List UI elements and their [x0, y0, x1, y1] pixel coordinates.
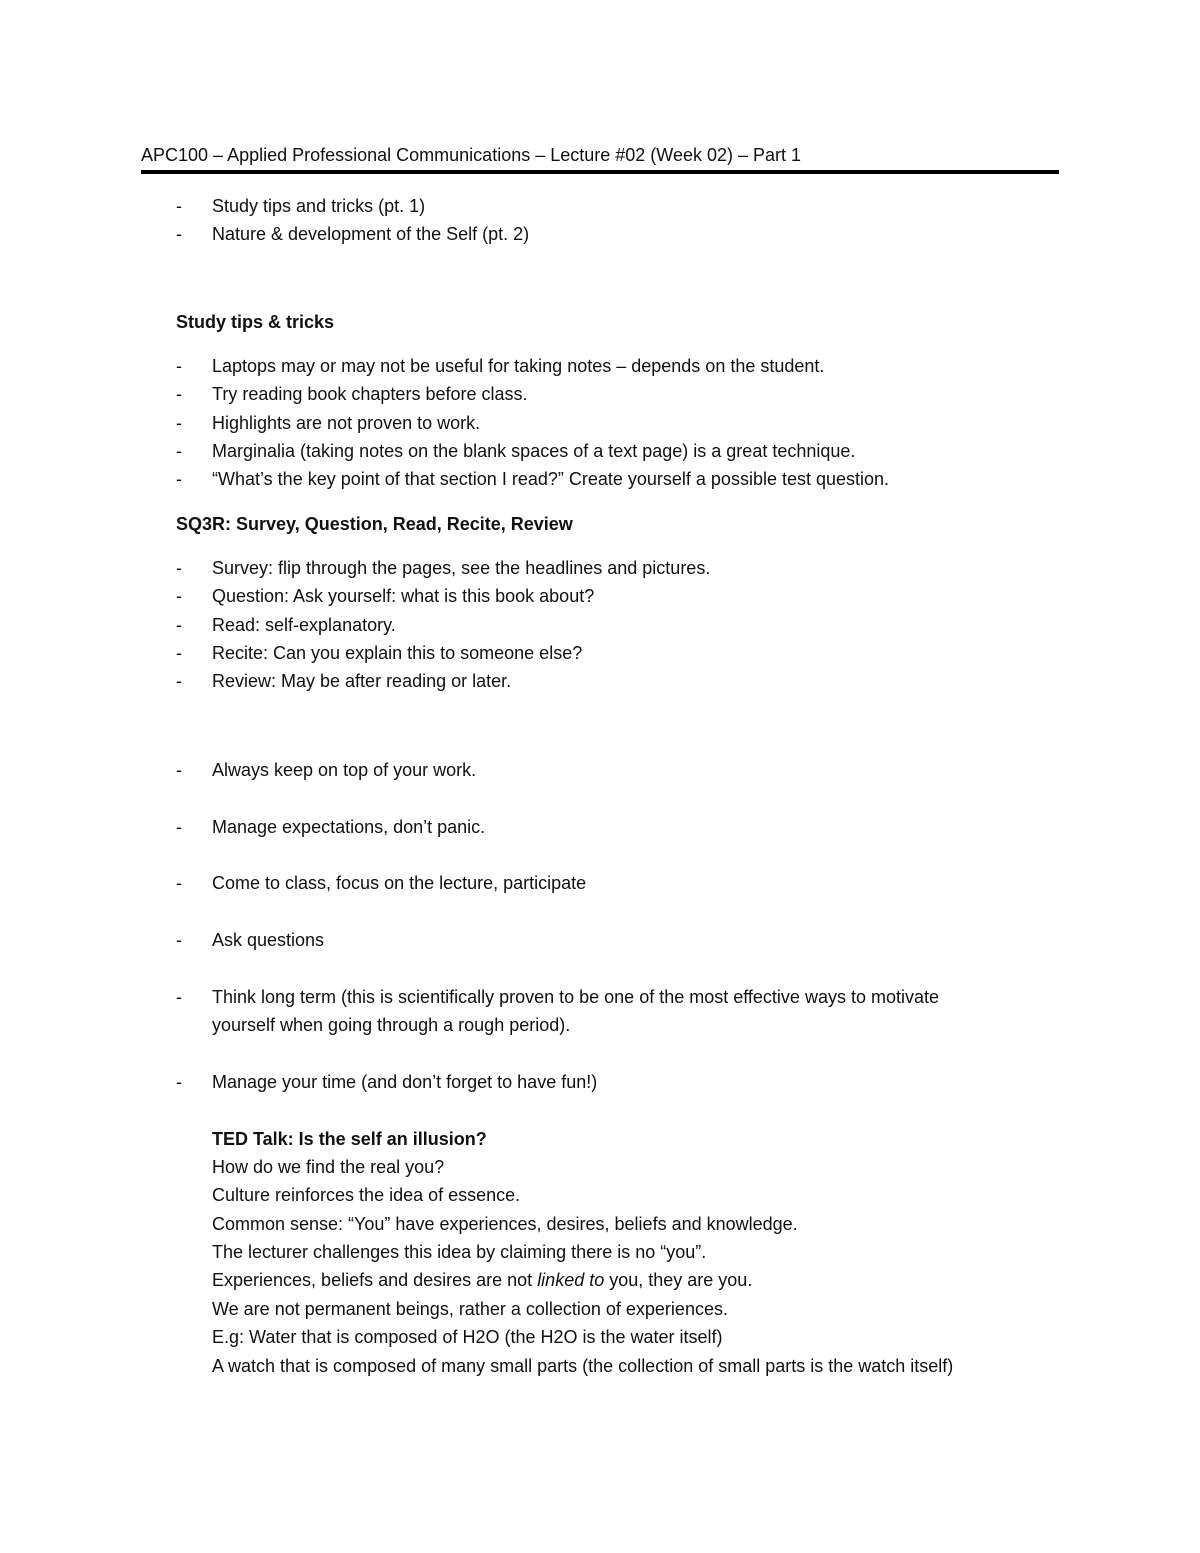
bullet-dash: -	[176, 930, 182, 950]
bullet-dash: -	[176, 1072, 182, 1092]
bullet-dash: -	[176, 615, 182, 635]
sq3r-item: Survey: flip through the pages, see the headlines and pictures.	[212, 558, 711, 578]
bullet-dash: -	[176, 671, 182, 691]
sq3r-item: Read: self-explanatory.	[212, 615, 396, 635]
study-tip-item: “What’s the key point of that section I read?” Create yourself a possible test question.	[212, 469, 890, 489]
advice-item: Manage expectations, don’t panic.	[212, 817, 486, 837]
ted-line: Common sense: “You” have experiences, desires, beliefs and knowledge.	[212, 1214, 798, 1234]
ted-line: We are not permanent beings, rather a collection of experiences.	[212, 1299, 728, 1319]
bullet-dash: -	[176, 987, 182, 1007]
ted-line	[212, 1268, 752, 1292]
advice-item: Think long term (this is scientifically proven to be one of the most effective ways to motivate	[212, 987, 939, 1007]
advice-item: Always keep on top of your work.	[212, 760, 477, 780]
bullet-dash: -	[176, 413, 182, 433]
study-tip-item: Highlights are not proven to work.	[212, 413, 481, 433]
bullet-dash: -	[176, 384, 182, 404]
ted-line: A watch that is composed of many small parts (the collection of small parts is the watch itself)	[212, 1356, 954, 1376]
sq3r-item: Recite: Can you explain this to someone else?	[212, 643, 583, 663]
header-divider	[141, 170, 1059, 174]
bullet-dash: -	[176, 469, 182, 489]
study-tip-item: Marginalia (taking notes on the blank spaces of a text page) is a great technique.	[212, 441, 856, 461]
advice-item-continuation: yourself when going through a rough period).	[212, 1015, 571, 1035]
ted-line: How do we find the real you?	[212, 1157, 445, 1177]
bullet-dash: -	[176, 760, 182, 780]
bullet-dash: -	[176, 817, 182, 837]
ted-line: The lecturer challenges this idea by claiming there is no “you”.	[212, 1242, 707, 1262]
study-tips-heading: Study tips & tricks	[176, 312, 335, 332]
ted-heading: TED Talk: Is the self an illusion?	[212, 1129, 487, 1149]
bullet-dash: -	[176, 441, 182, 461]
bullet-dash: -	[176, 586, 182, 606]
sq3r-heading: SQ3R: Survey, Question, Read, Recite, Review	[176, 514, 573, 534]
bullet-dash: -	[176, 196, 182, 216]
ted-line: E.g: Water that is composed of H2O (the H2O is the water itself)	[212, 1327, 723, 1347]
ted-line-part: you, they are you.	[604, 1270, 753, 1290]
document-header: APC100 – Applied Professional Communications – Lecture #02 (Week 02) – Part 1	[141, 145, 802, 165]
bullet-dash: -	[176, 356, 182, 376]
ted-line: Culture reinforces the idea of essence.	[212, 1185, 521, 1205]
advice-item: Ask questions	[212, 930, 325, 950]
advice-item: Come to class, focus on the lecture, participate	[212, 873, 587, 893]
outline-item: Study tips and tricks (pt. 1)	[212, 196, 426, 216]
outline-item: Nature & development of the Self (pt. 2)	[212, 224, 530, 244]
ted-line-part: Experiences, beliefs and desires are not	[212, 1270, 538, 1290]
advice-item: Manage your time (and don’t forget to have fun!)	[212, 1072, 598, 1092]
bullet-dash: -	[176, 873, 182, 893]
study-tip-item: Try reading book chapters before class.	[212, 384, 528, 404]
bullet-dash: -	[176, 643, 182, 663]
sq3r-item: Question: Ask yourself: what is this book about?	[212, 586, 595, 606]
ted-line-emphasis: linked to	[537, 1270, 605, 1290]
study-tip-item: Laptops may or may not be useful for taking notes – depends on the student.	[212, 356, 825, 376]
sq3r-item: Review: May be after reading or later.	[212, 671, 512, 691]
bullet-dash: -	[176, 224, 182, 244]
bullet-dash: -	[176, 558, 182, 578]
